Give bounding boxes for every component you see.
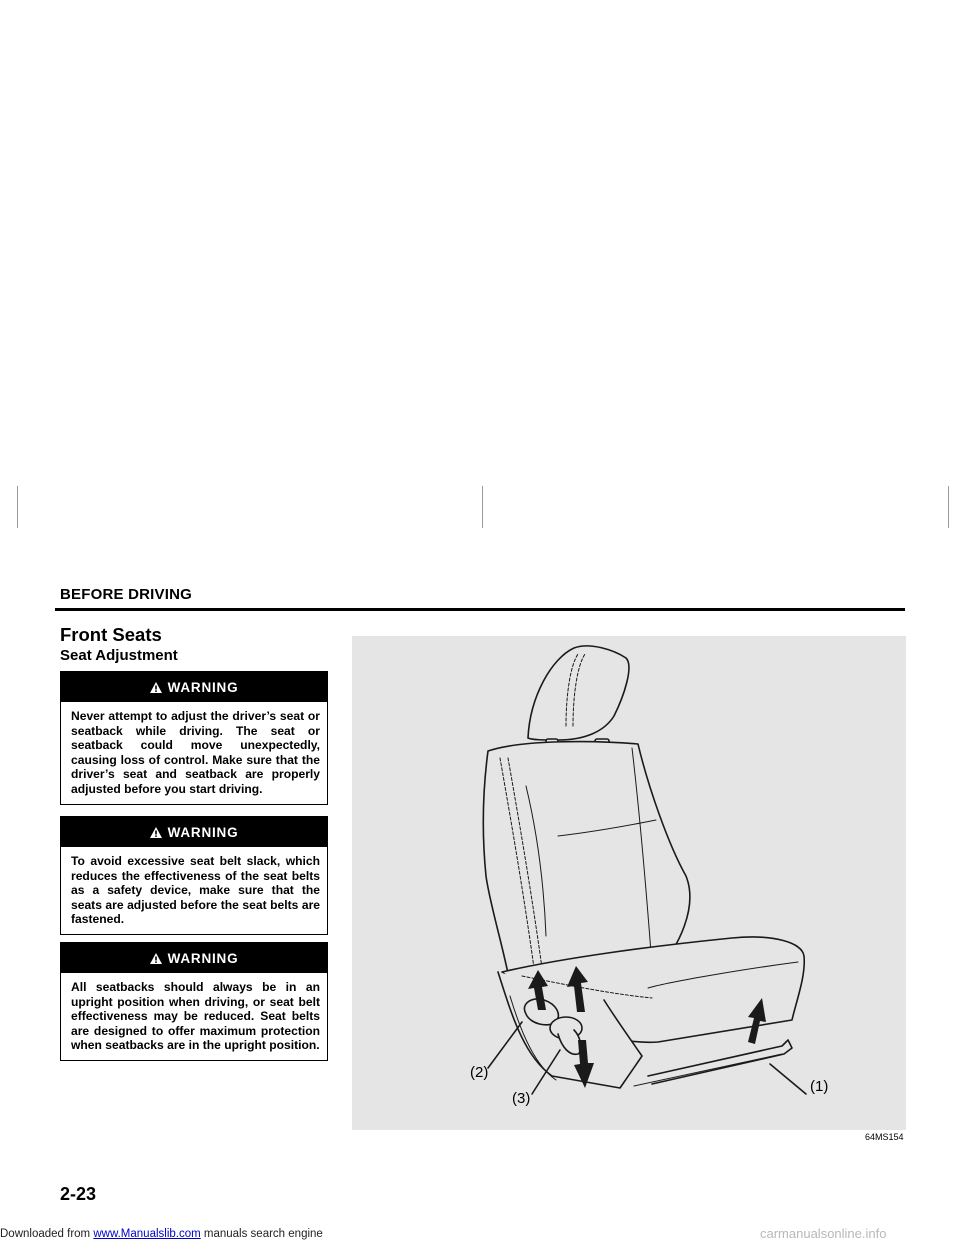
warning-title: WARNING: [167, 824, 239, 840]
watermark: carmanualsonline.info: [760, 1226, 887, 1241]
warning-triangle-icon: [150, 682, 162, 693]
crop-mark: [948, 486, 949, 528]
warning-triangle-icon: [150, 827, 162, 838]
footer-prefix: Downloaded from: [0, 1228, 94, 1240]
seat-illustration: [352, 636, 906, 1130]
callout-label-1: (1): [810, 1078, 829, 1095]
warning-box-3: [60, 942, 328, 1061]
page-subtitle: Seat Adjustment: [60, 647, 178, 664]
warning-header: [61, 817, 327, 847]
callout-label-3: (3): [512, 1090, 531, 1107]
warning-box-1: [60, 671, 328, 805]
figure-code: 64MS154: [865, 1132, 904, 1142]
crop-mark: [17, 486, 18, 528]
warning-title: WARNING: [167, 679, 239, 695]
warning-text: Never attempt to adjust the driver’s seat or seatback while driving. The seat or seatback could move unexpectedly, causing loss of control. Make sure that the driver’s seat and seatback are properly adjusted before you start driving.: [71, 709, 320, 796]
manualslib-link[interactable]: www.Manualslib.com: [93, 1228, 201, 1240]
section-rule: [55, 608, 905, 611]
seat-drawing: [352, 636, 906, 1130]
section-header: BEFORE DRIVING: [60, 586, 192, 603]
warning-box-2: [60, 816, 328, 935]
crop-mark: [482, 486, 483, 528]
callout-label-2: (2): [470, 1064, 489, 1081]
page-number: 2-23: [60, 1184, 97, 1204]
warning-header: [61, 672, 327, 702]
warning-text: All seatbacks should always be in an upright position when driving, or seat belt effectiveness may be reduced. Seat belts are designed to offer maximum protection when seatbacks are in the upright position.: [71, 980, 320, 1053]
footer-suffix: manuals search engine: [200, 1228, 323, 1240]
warning-text: To avoid excessive seat belt slack, which reduces the effectiveness of the seat belts as a safety device, make sure that the seats are adjusted before the seat belts are fastened.: [71, 854, 320, 927]
page-title: Front Seats: [60, 624, 162, 645]
warning-header: [61, 943, 327, 973]
footer: [0, 1228, 323, 1240]
warning-title: WARNING: [167, 950, 239, 966]
warning-triangle-icon: [150, 953, 162, 964]
